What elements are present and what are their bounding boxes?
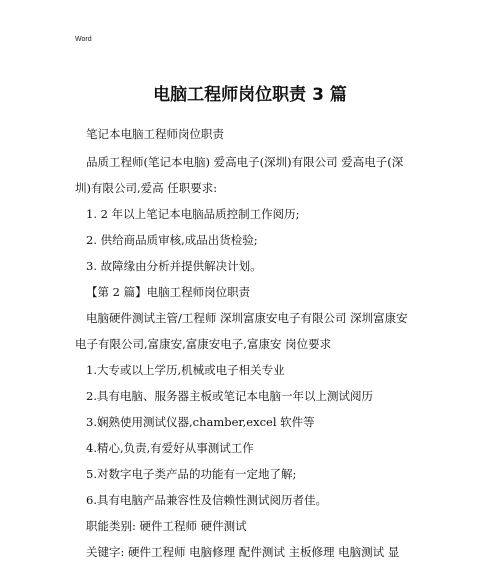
paragraph-line: 1.大专或以上学历,机械或电子相关专业: [86, 363, 285, 377]
paragraph-line: 电脑硬件测试主管/工程师 深圳富康安电子有限公司 深圳富康安: [86, 311, 408, 325]
paragraph-line: 品质工程师(笔记本电脑) 爱高电子(深圳)有限公司 爱高电子(深: [86, 155, 404, 169]
paragraph-line: 1. 2 年以上笔记本电脑品质控制工作阅历;: [86, 207, 300, 221]
paragraph-line: 6.具有电脑产品兼容性及信赖性测试阅历者佳。: [86, 493, 327, 507]
section-heading: 【第 2 篇】电脑工程师岗位职责: [86, 285, 251, 299]
paragraph-line: 3. 故障缘由分析并提供解决计划。: [86, 259, 262, 273]
paragraph-line: 4.精心,负责,有爱好从事测试工作: [86, 441, 254, 455]
paragraph-line: 笔记本电脑工程师岗位职责: [86, 127, 224, 141]
paragraph-line: 职能类别: 硬件工程师 硬件测试: [86, 519, 247, 533]
paragraph-line: 圳)有限公司,爱高 任职要求:: [75, 181, 218, 195]
paragraph-line: 电子有限公司,富康安,富康安电子,富康安 岗位要求: [75, 337, 332, 351]
document-title: 电脑工程师岗位职责 3 篇: [153, 85, 347, 105]
paragraph-line: 2. 供给商品质审核,成品出货检验;: [86, 233, 258, 247]
paragraph-line: 3.娴熟使用测试仪器,chamber,excel 软件等: [86, 415, 315, 429]
paragraph-line: 2.具有电脑、服务器主板或笔记本电脑一年以上测试阅历: [86, 389, 373, 403]
app-header-label: Word: [75, 36, 92, 43]
paragraph-line: 5.对数字电子类产品的功能有一定地了解;: [86, 467, 297, 481]
paragraph-line: 关键字: 硬件工程师 电脑修理 配件测试 主板修理 电脑测试 显: [86, 545, 400, 559]
